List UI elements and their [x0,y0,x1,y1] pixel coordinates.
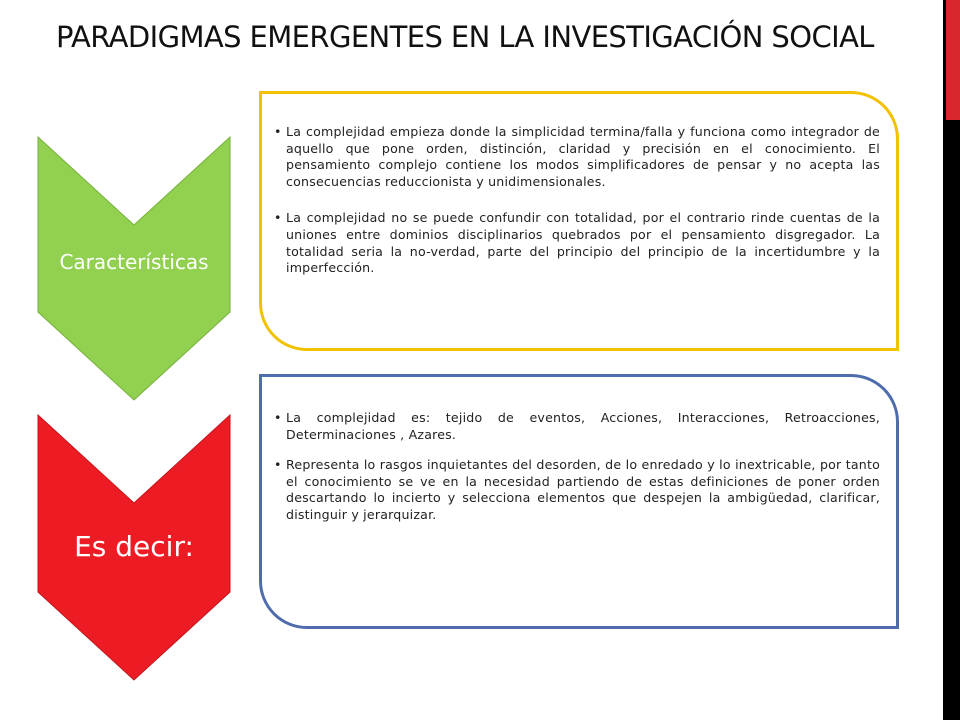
bullet-dot: • [274,124,282,139]
section-label-caracteristicas: Características [59,250,209,274]
slide-title: PARADIGMAS EMERGENTES EN LA INVESTIGACIÓN SOCIAL [56,20,874,54]
content-box-caracteristicas [259,91,899,351]
bullet-item [274,210,880,276]
bullet-item [274,124,880,190]
bullet-dot: • [274,457,282,473]
bullet-dot: • [274,410,282,425]
bullet-text: Representa lo rasgos inquietantes del desorden, de lo enredado y lo inextricable, por tanto el conocimiento se ve en la necesidad partiendo de estas definiciones de poner orden descartando lo incierto y selecciona elementos que despejen la ambigüedad, clarificar, distinguir y jerarquizar. [286,457,880,522]
chevron-graphic [0,0,260,720]
bullet-item [274,410,880,443]
section-label-es-decir: Es decir: [74,530,194,563]
bullet-text: La complejidad es: tejido de eventos, Acciones, Interacciones, Retroacciones, Determinaciones , Azares. [286,410,880,442]
content-box-es-decir [259,374,899,629]
bullet-dot: • [274,210,282,226]
bullet-text: La complejidad empieza donde la simplicidad termina/falla y funciona como integrador de aquello que pone orden, distinción, claridad y precisión en el conocimiento. El pensamiento complejo contiene los modos simplificadores de pensar y no acepta las consecuencias reduccionista y unidimensionales. [286,124,880,189]
right-edge-accent [946,0,960,120]
bullet-text: La complejidad no se puede confundir con totalidad, por el contrario rinde cuentas de la uniones entre dominios disciplinarios quebrados por el pensamiento disgregador. La totalidad seria la no-verdad, parte del principio del principio de la incertidumbre y la imperfección. [286,210,880,276]
bullet-item [274,457,880,523]
